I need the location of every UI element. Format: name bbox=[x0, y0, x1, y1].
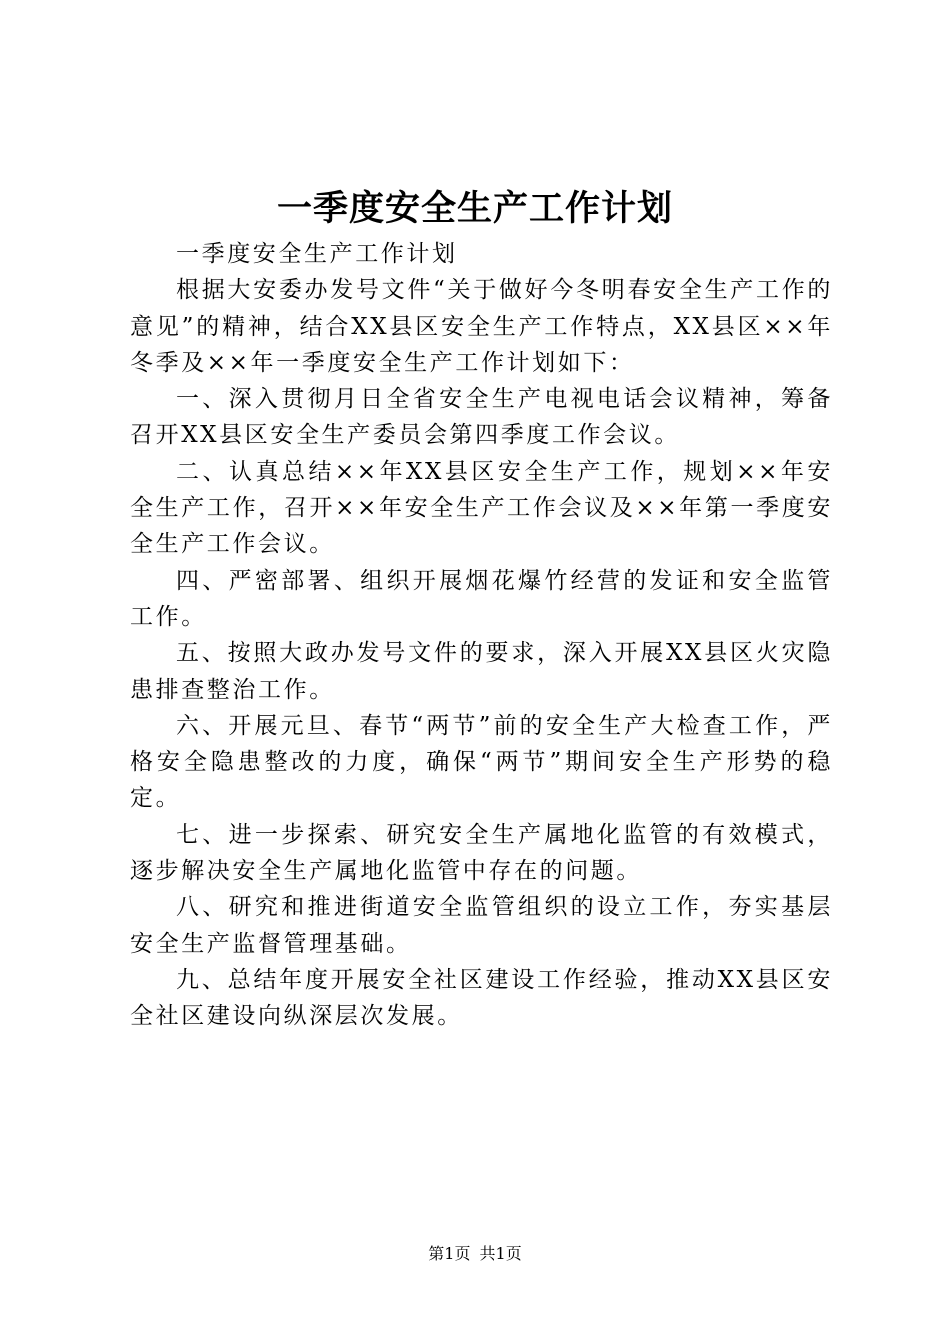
page-total: 共1页 bbox=[479, 1244, 522, 1263]
paragraph-item-8: 八、研究和推进街道安全监管组织的设立工作，夯实基层安全生产监督管理基础。 bbox=[130, 894, 833, 957]
paragraph-item-1: 一、深入贯彻月日全省安全生产电视电话会议精神，筹备召开XX县区安全生产委员会第四季度工作会议。 bbox=[130, 386, 833, 449]
paragraph-item-5: 五、按照大政办发号文件的要求，深入开展XX县区火灾隐患排查整治工作。 bbox=[130, 640, 833, 703]
paragraph-item-6: 六、开展元旦、春节“两节”前的安全生产大检查工作，严格安全隐患整改的力度，确保“两节”期间安全生产形势的稳定。 bbox=[130, 712, 833, 812]
paragraph-intro: 根据大安委办发号文件“关于做好今冬明春安全生产工作的意见”的精神，结合XX县区安全生产工作特点，XX县区××年冬季及××年一季度安全生产工作计划如下： bbox=[130, 277, 833, 376]
paragraph-item-2: 二、认真总结××年XX县区安全生产工作，规划××年安全生产工作，召开××年安全生产工作会议及××年第一季度安全生产工作会议。 bbox=[130, 458, 833, 558]
page-footer bbox=[0, 1242, 950, 1266]
paragraph-subtitle: 一季度安全生产工作计划 bbox=[176, 241, 458, 267]
document-title: 一季度安全生产工作计划 bbox=[276, 188, 673, 229]
paragraph-item-7: 七、进一步探索、研究安全生产属地化监管的有效模式，逐步解决安全生产属地化监管中存在的问题。 bbox=[130, 821, 833, 885]
paragraph-item-4: 四、严密部署、组织开展烟花爆竹经营的发证和安全监管工作。 bbox=[130, 567, 833, 630]
page-number: 第1页 bbox=[428, 1244, 471, 1263]
paragraph-item-9: 九、总结年度开展安全社区建设工作经验，推动XX县区安全社区建设向纵深层次发展。 bbox=[130, 966, 833, 1030]
document-body bbox=[130, 236, 833, 1035]
